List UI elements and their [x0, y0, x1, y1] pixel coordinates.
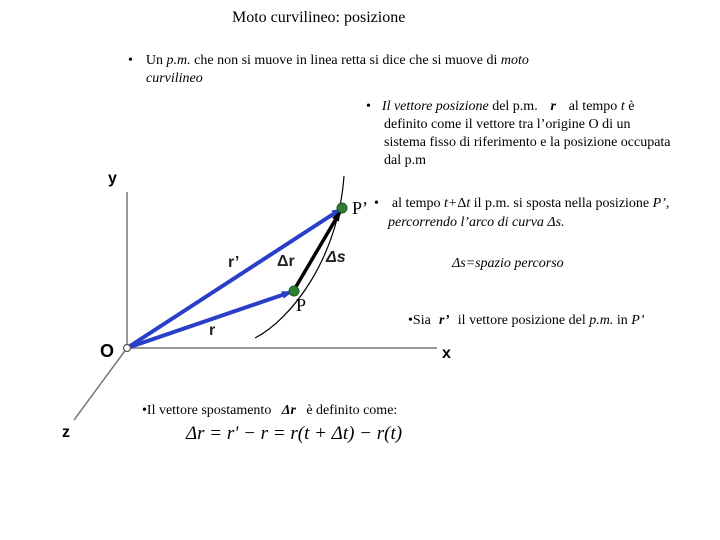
intro-text-1: Un: [145, 53, 167, 68]
displacement-formula: Δr = r' − r = r(t + Δt) − r(t): [186, 423, 403, 444]
bullet: •: [374, 196, 379, 211]
bullet: •: [366, 99, 371, 114]
vector-r-label: r: [209, 322, 216, 339]
position-vector-line-2: definito come il vettore tra l’origine O di un: [384, 117, 631, 132]
sia-text-3: in: [613, 313, 632, 328]
sia-text-1: Sia: [412, 313, 435, 328]
position-vector-line-4: dal p.m: [384, 153, 426, 168]
position-vector-term: Il vettore posizione: [381, 99, 489, 114]
x-axis-label: x: [442, 345, 451, 362]
p-prime-text: P’,: [652, 196, 670, 211]
intro-text-2: che non si muove in linea retta si dice che si muove di: [190, 53, 501, 68]
sia-pm: p.m.: [589, 313, 614, 328]
delta-s-label: Δs: [326, 249, 346, 266]
z-axis-label: z: [62, 424, 70, 441]
point-p-label: P: [296, 295, 307, 315]
delta-s-text: Δs.: [547, 215, 565, 230]
intro-curvilineo: curvilineo: [146, 71, 203, 86]
t-plus: t+: [444, 196, 458, 211]
displacement-text-1: al tempo: [391, 196, 445, 211]
y-axis-label: y: [108, 170, 117, 187]
vector-r-prime-label: r’: [228, 254, 240, 271]
page-title: Moto curvilineo: posizione: [232, 9, 406, 26]
delta-r-label: Δr: [277, 253, 295, 270]
spostamento-text-2: è definito come:: [302, 403, 398, 418]
bullet: •: [128, 53, 133, 68]
point-p-prime: [337, 203, 347, 213]
bullet: •: [408, 313, 413, 328]
spostamento-text-1: Il vettore spostamento: [146, 403, 275, 418]
intro-pm: p.m.: [166, 53, 191, 68]
time-t: t: [620, 99, 625, 114]
vector-delta-r-symbol: Δr: [281, 403, 296, 418]
spazio-percorso: Δs=spazio percorso: [452, 256, 564, 271]
sia-text-2: il vettore posizione del: [454, 313, 590, 328]
displacement-line-2-text: percorrendo l’arco di curva: [388, 215, 548, 230]
position-vector-line-3: sistema fisso di riferimento e la posizione occupata: [384, 135, 671, 150]
bullet: •: [142, 403, 147, 418]
point-p-prime-label: P’: [352, 198, 369, 218]
t-2: t: [466, 196, 471, 211]
vector-r-prime-arrow: [127, 209, 341, 348]
origin-point: [124, 345, 131, 352]
position-vector-text: del p.m.: [488, 99, 542, 114]
position-vector-text-3: è: [624, 99, 635, 114]
sia-p-prime: P’: [631, 313, 645, 328]
position-vector-text-2: al tempo: [565, 99, 621, 114]
origin-label: O: [100, 341, 115, 361]
vector-r-prime-symbol: r’: [438, 313, 450, 328]
displacement-text-2: il p.m. si sposta nella posizione: [470, 196, 653, 211]
intro-moto: moto: [500, 53, 529, 68]
delta-symbol: Δ: [457, 196, 467, 211]
vector-r-symbol: r: [550, 99, 556, 114]
